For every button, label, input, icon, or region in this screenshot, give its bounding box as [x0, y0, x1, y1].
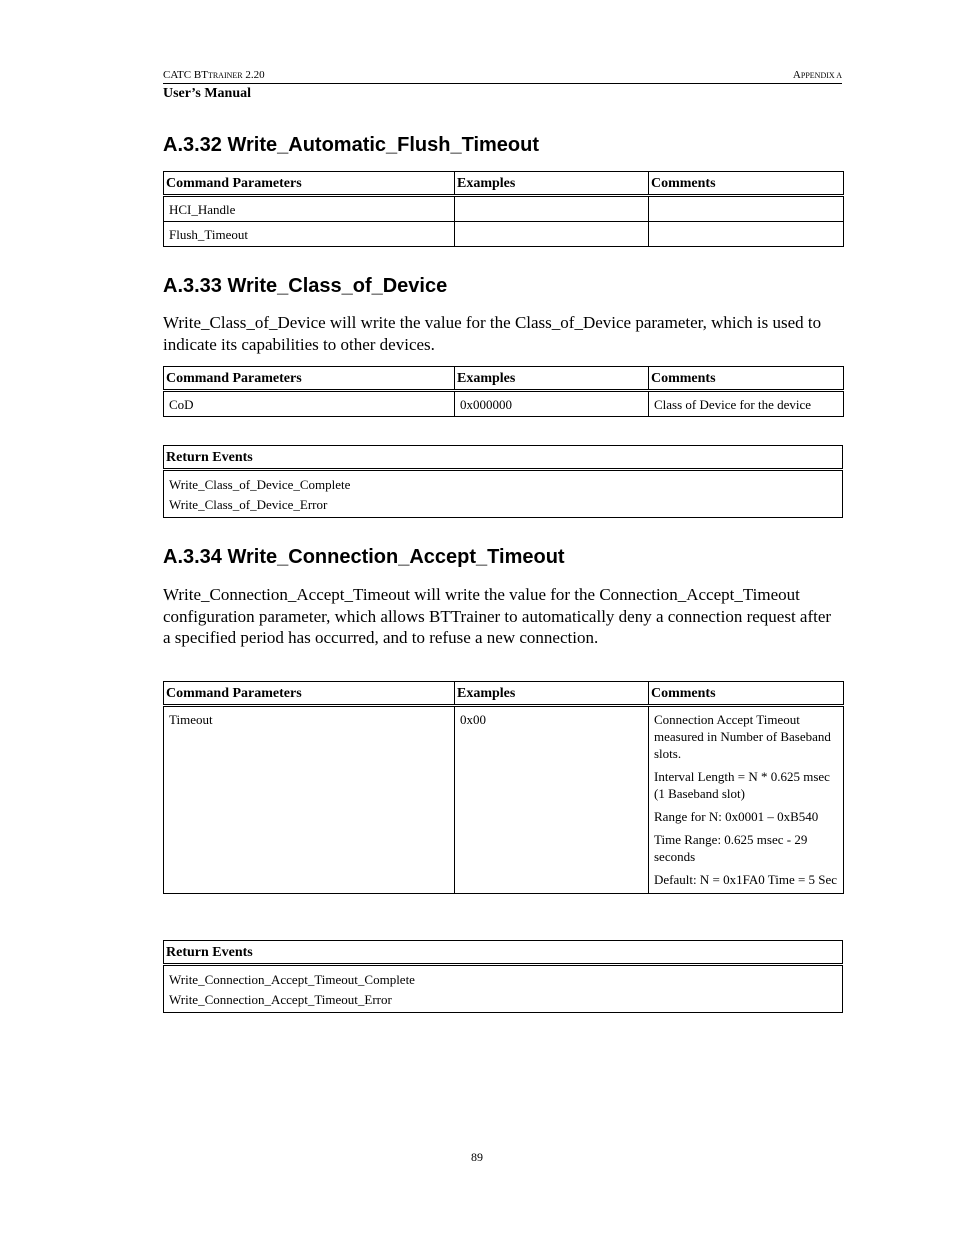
running-header: [163, 67, 842, 84]
param-cell: Timeout: [164, 706, 455, 894]
comment-cell: [649, 222, 844, 247]
comment-paragraph: Time Range: 0.625 msec - 29 seconds: [654, 832, 808, 864]
col-header-comments: Comments: [649, 367, 844, 391]
table-header-row: [164, 941, 843, 965]
section-title-a333: A.3.33 Write_Class_of_Device: [163, 275, 448, 297]
comment-cell: [649, 196, 844, 222]
section-title-a334: A.3.34 Write_Connection_Accept_Timeout: [163, 546, 565, 568]
table-header-row: [164, 172, 844, 196]
col-header-examples: Examples: [455, 367, 649, 391]
example-cell: 0x00: [455, 706, 649, 894]
col-header-return-events: Return Events: [164, 446, 843, 470]
table-row: [164, 222, 844, 247]
table-row: [164, 470, 843, 494]
comment-paragraph: Range for N: 0x0001 – 0xB540: [654, 809, 819, 824]
param-cell: Flush_Timeout: [164, 222, 455, 247]
comment-paragraph: Interval Length = N * 0.625 msec (1 Baseband slot): [654, 769, 830, 801]
example-cell: [455, 222, 649, 247]
header-product-smallcaps: TRAINER: [207, 71, 243, 80]
return-events-table-a334: [163, 940, 843, 1013]
params-table-a332: [163, 171, 844, 247]
col-header-examples: Examples: [455, 172, 649, 196]
param-cell: HCI_Handle: [164, 196, 455, 222]
table-row: [164, 706, 844, 894]
col-header-params: Command Parameters: [164, 172, 455, 196]
section-title-a332: A.3.32 Write_Automatic_Flush_Timeout: [163, 134, 540, 156]
params-table-a334: [163, 681, 844, 894]
col-header-params: Command Parameters: [164, 682, 455, 706]
table-row: [164, 391, 844, 417]
table-row: [164, 988, 843, 1013]
table-row: [164, 196, 844, 222]
event-cell: Write_Class_of_Device_Complete: [164, 470, 843, 494]
table-row: [164, 965, 843, 989]
event-cell: Write_Connection_Accept_Timeout_Error: [164, 988, 843, 1013]
section-body-a333: Write_Class_of_Device will write the value for the Class_of_Device parameter, which is used to indicate its capabilities to other devices.: [163, 313, 822, 354]
params-table-a333: [163, 366, 844, 417]
comment-paragraph: Connection Accept Timeout measured in Number of Baseband slots.: [654, 712, 831, 761]
event-cell: Write_Class_of_Device_Error: [164, 493, 843, 518]
header-product: [163, 69, 265, 81]
table-header-row: [164, 367, 844, 391]
example-cell: 0x000000: [455, 391, 649, 417]
comment-cell: Class of Device for the device: [649, 391, 844, 417]
return-events-table-a333: [163, 445, 843, 518]
header-appendix: [793, 69, 842, 81]
event-cell: Write_Connection_Accept_Timeout_Complete: [164, 965, 843, 989]
table-row: [164, 493, 843, 518]
col-header-return-events: Return Events: [164, 941, 843, 965]
header-product-version: 2.20: [242, 69, 265, 81]
header-manual-title: User’s Manual: [163, 86, 252, 101]
header-product-main: CATC BT: [163, 69, 208, 81]
table-header-row: [164, 682, 844, 706]
col-header-comments: Comments: [649, 682, 844, 706]
section-body-a334: Write_Connection_Accept_Timeout will write the value for the Connection_Accept_Timeout configuration parameter, which allows BTTrainer to automatically deny a connection request after a specified period has occurred, and to refuse a new connection.: [163, 585, 832, 648]
comment-cell: [649, 706, 844, 894]
col-header-comments: Comments: [649, 172, 844, 196]
table-header-row: [164, 446, 843, 470]
header-appendix-cap: A: [792, 69, 801, 81]
header-appendix-smallcaps: PPENDIX A: [800, 71, 842, 80]
col-header-params: Command Parameters: [164, 367, 455, 391]
col-header-examples: Examples: [455, 682, 649, 706]
param-cell: CoD: [164, 391, 455, 417]
comment-paragraph: Default: N = 0x1FA0 Time = 5 Sec: [654, 872, 838, 887]
page-number: 89: [471, 1150, 483, 1164]
example-cell: [455, 196, 649, 222]
